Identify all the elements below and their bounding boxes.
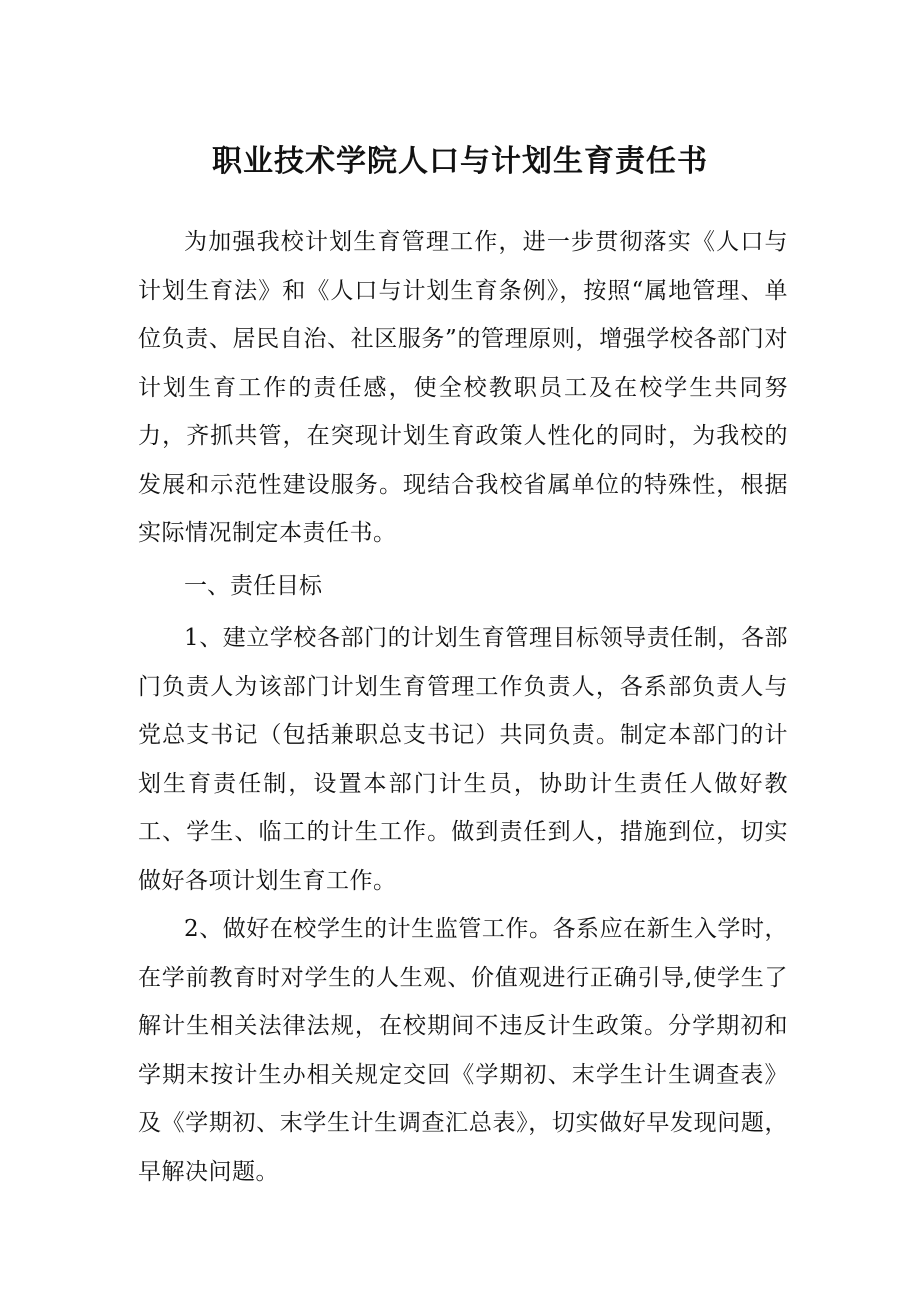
item-2-paragraph: 2、做好在校学生的计生监管工作。各系应在新生入学时，在学前教育时对学生的人生观、价值观进行正确引导,使学生了解计生相关法律法规，在校期间不违反计生政策。分学期初和学期末按计生办相关规定交回《学期初、末学生计生调查表》及《学期初、末学生计生调查汇总表》，切实做好早发现问题，早解决问题。: [138, 916, 788, 1185]
document-body: [138, 218, 788, 1196]
document-title: 职业技术学院人口与计划生育责任书: [212, 144, 708, 179]
section-heading-responsibility-goals: 一、责任目标: [184, 572, 322, 599]
intro-paragraph: 为加强我校计划生育管理工作，进一步贯彻落实《人口与计划生育法》和《人口与计划生育条例》，按照“属地管理、单位负责、居民自治、社区服务”的管理原则，增强学校各部门对计划生育工作的责任感，使全校教职员工及在校学生共同努力，齐抓共管，在突现计划生育政策人性化的同时，为我校的发展和示范性建设服务。现结合我校省属单位的特殊性，根据实际情况制定本责任书。: [138, 229, 788, 546]
item-1-paragraph: 1、建立学校各部门的计划生育管理目标领导责任制，各部门负责人为该部门计划生育管理工作负责人，各系部负责人与党总支书记（包括兼职总支书记）共同负责。制定本部门的计划生育责任制，设置本部门计生员，协助计生责任人做好教工、学生、临工的计生工作。做到责任到人，措施到位，切实做好各项计划生育工作。: [138, 625, 788, 894]
